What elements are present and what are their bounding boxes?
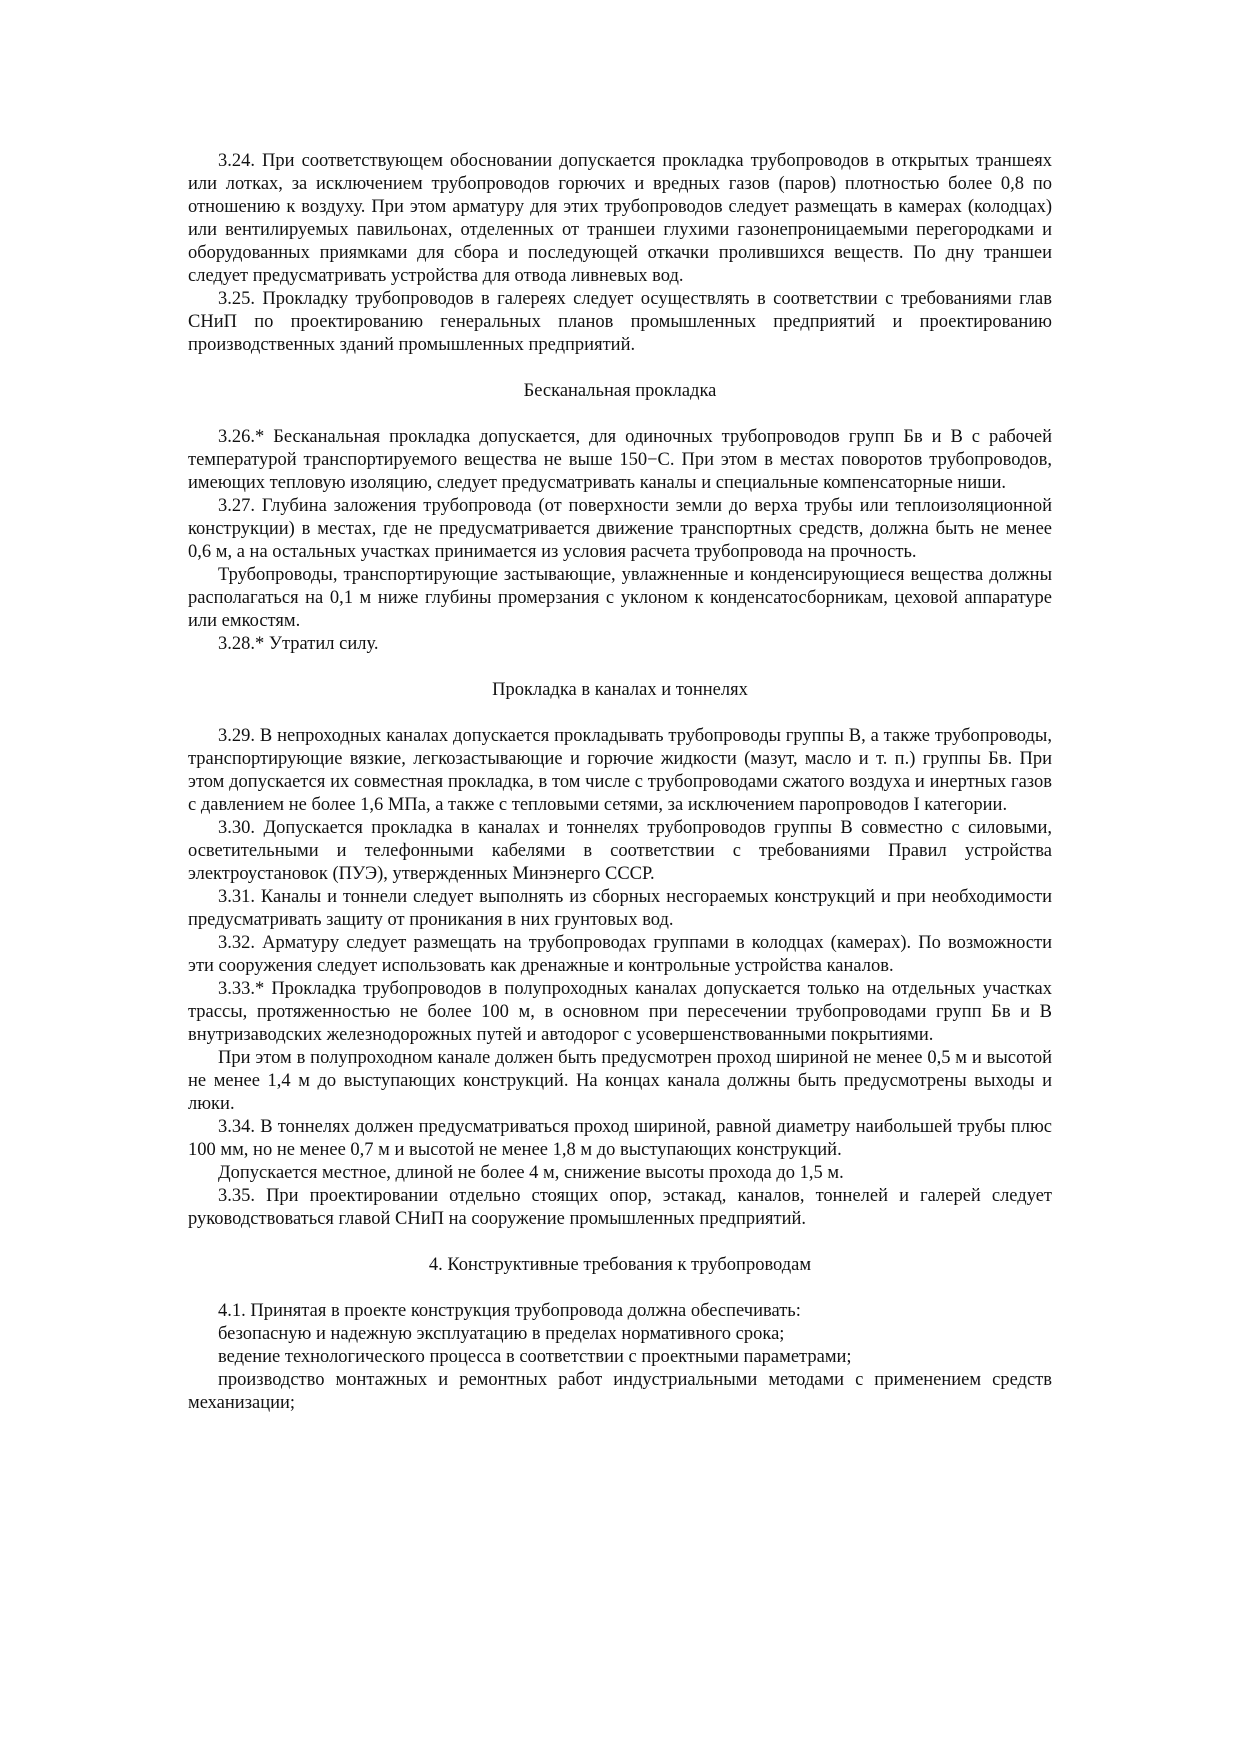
- section-heading-channels-tunnels: Прокладка в каналах и тоннелях: [492, 680, 748, 700]
- list-item-safe-operation: безопасную и надежную эксплуатацию в пределах нормативного срока;: [218, 1324, 785, 1344]
- paragraph-3-28: 3.28.* Утратил силу.: [218, 634, 379, 654]
- paragraph-4-1: 4.1. Принятая в проекте конструкция трубопровода должна обеспечивать:: [218, 1301, 801, 1321]
- section-heading-structural-requirements: 4. Конструктивные требования к трубопроводам: [428, 1255, 812, 1275]
- list-item-process-parameters: ведение технологического процесса в соответствии с проектными параметрами;: [218, 1347, 852, 1367]
- paragraph-3-25: 3.25. Прокладку трубопроводов в галереях следует осуществлять в соответствии с требованиями глав СНиП по проектированию генеральных планов промышленных предприятий и проектированию производственных зданий промышленных предприятий.: [188, 289, 1052, 355]
- section-heading-channelless: Бесканальная прокладка: [523, 381, 717, 401]
- paragraph-3-32: 3.32. Арматуру следует размещать на трубопроводах группами в колодцах (камерах). По возможности эти сооружения следует использовать как дренажные и контрольные устройства каналов.: [188, 933, 1052, 976]
- document-page: [188, 150, 1052, 1415]
- paragraph-3-29: 3.29. В непроходных каналах допускается прокладывать трубопроводы группы В, а также трубопроводы, транспортирующие вязкие, легкозастывающие и горючие жидкости (мазут, масло и т. п.) группы Бв. При этом допускается их совместная прокладка, в том числе с трубопроводами сжатого воздуха и инертных газов с давлением не более 1,6 МПа, а также с тепловыми сетями, за исключением паропроводов I категории.: [188, 726, 1052, 815]
- list-item-industrial-methods: производство монтажных и ремонтных работ индустриальными методами с применением средств механизации;: [188, 1370, 1052, 1413]
- paragraph-3-24: 3.24. При соответствующем обосновании допускается прокладка трубопроводов в открытых траншеях или лотках, за исключением трубопроводов горючих и вредных газов (паров) плотностью более 0,8 по отношению к воздуху. При этом арматуру для этих трубопроводов следует размещать в камерах (колодцах) или вентилируемых павильонах, отделенных от траншеи глухими газонепроницаемыми перегородками и оборудованных приямками для сбора и последующей откачки пролившихся веществ. По дну траншеи следует предусматривать устройства для отвода ливневых вод.: [188, 151, 1052, 286]
- paragraph-3-34: 3.34. В тоннелях должен предусматриваться проход шириной, равной диаметру наибольшей трубы плюс 100 мм, но не менее 0,7 м и высотой не менее 1,8 м до выступающих конструкций.: [188, 1117, 1052, 1160]
- paragraph-3-31: 3.31. Каналы и тоннели следует выполнять из сборных несгораемых конструкций и при необходимости предусматривать защиту от проникания в них грунтовых вод.: [188, 887, 1052, 930]
- paragraph-3-27-cont: Трубопроводы, транспортирующие застывающие, увлажненные и конденсирующиеся вещества должны располагаться на 0,1 м ниже глубины промерзания с уклоном к конденсатосборникам, цеховой аппаратуре или емкостям.: [188, 565, 1052, 631]
- paragraph-3-35: 3.35. При проектировании отдельно стоящих опор, эстакад, каналов, тоннелей и галерей следует руководствоваться главой СНиП на сооружение промышленных предприятий.: [188, 1186, 1052, 1229]
- paragraph-3-33: 3.33.* Прокладка трубопроводов в полупроходных каналах допускается только на отдельных участках трассы, протяженностью не более 100 м, в основном при пересечении трубопроводами групп Бв и В внутризаводских железнодорожных путей и автодорог с усовершенствованными покрытиями.: [188, 979, 1052, 1045]
- paragraph-3-30: 3.30. Допускается прокладка в каналах и тоннелях трубопроводов группы В совместно с силовыми, осветительными и телефонными кабелями в соответствии с требованиями Правил устройства электроустановок (ПУЭ), утвержденных Минэнерго СССР.: [188, 818, 1052, 884]
- paragraph-3-33-cont: При этом в полупроходном канале должен быть предусмотрен проход шириной не менее 0,5 м и высотой не менее 1,4 м до выступающих конструкций. На концах канала должны быть предусмотрены выходы и люки.: [188, 1048, 1052, 1114]
- paragraph-3-34-cont: Допускается местное, длиной не более 4 м, снижение высоты прохода до 1,5 м.: [218, 1163, 844, 1183]
- paragraph-3-27: 3.27. Глубина заложения трубопровода (от поверхности земли до верха трубы или теплоизоляционной конструкции) в местах, где не предусматривается движение транспортных средств, должна быть не менее 0,6 м, а на остальных участках принимается из условия расчета трубопровода на прочность.: [188, 496, 1052, 562]
- paragraph-3-26: 3.26.* Бесканальная прокладка допускается, для одиночных трубопроводов групп Бв и В с рабочей температурой транспортируемого вещества не выше 150−С. При этом в местах поворотов трубопроводов, имеющих тепловую изоляцию, следует предусматривать каналы и специальные компенсаторные ниши.: [188, 427, 1052, 493]
